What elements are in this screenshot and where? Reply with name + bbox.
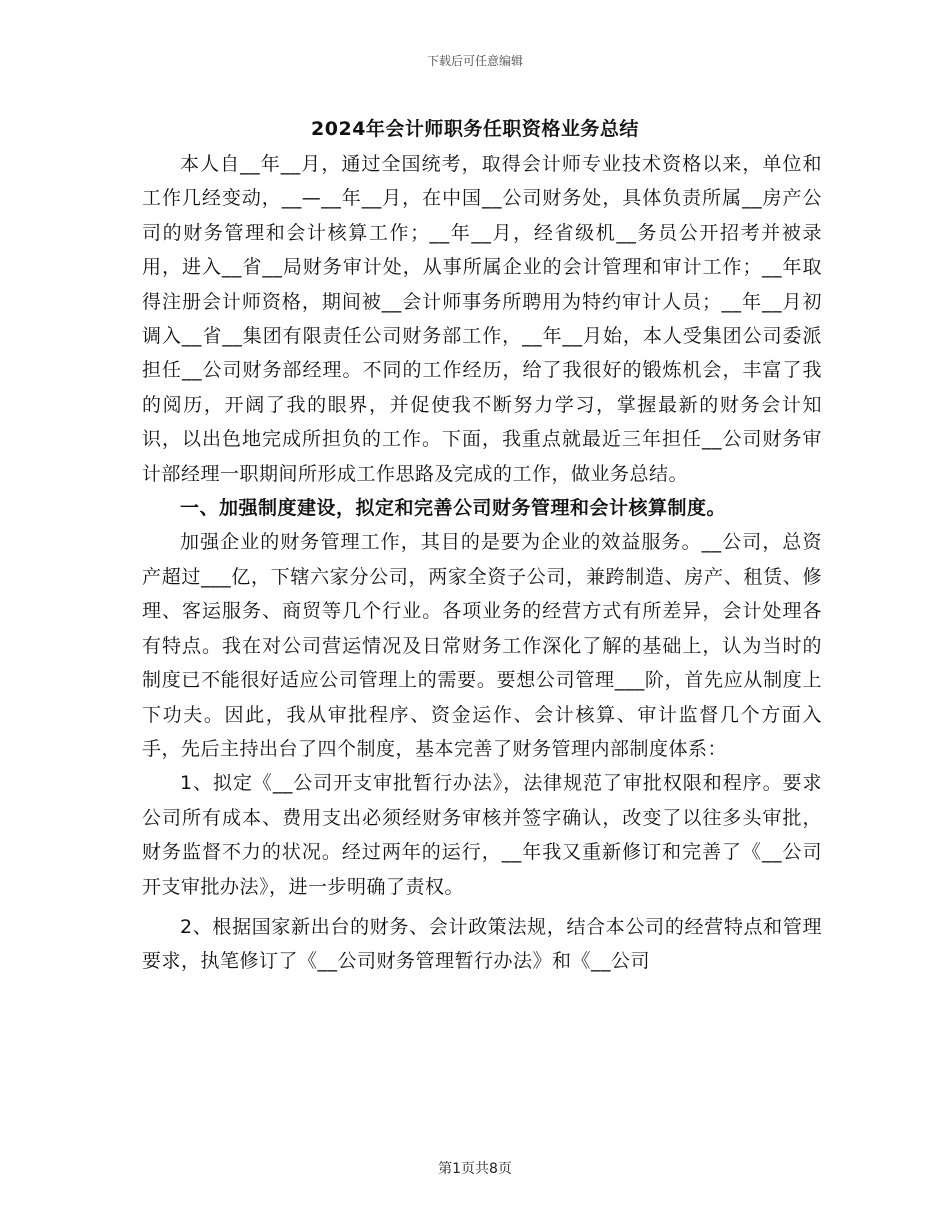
document-body — [142, 147, 822, 979]
header-note: 下载后可任意编辑 — [426, 54, 523, 68]
paragraph-intro: 本人自__年__月，通过全国统考，取得会计师专业技术资格以来，单位和工作几经变动，__—__年__月，在中国__公司财务处，具体负责所属__房产公司的财务管理和会计核算工作；__年__月，经省级机__务员公开招考并被录用，进入__省__局财务审计处，从事所属企业的会计管理和审计工作；__年取得注册会计师资格，期间被__会计师事务所聘用为特约审计人员；__年__月初调入__省__集团有限责任公司财务部工作，__年__月始，本人受集团公司委派担任__公司财务部经理。不同的工作经历，给了我很好的锻炼机会，丰富了我的阅历，开阔了我的眼界，并促使我不断努力学习，掌握最新的财务会计知识，以出色地完成所担负的工作。下面，我重点就最近三年担任__公司财务审计部经理一职期间所形成工作思路及完成的工作，做业务总结。 — [142, 153, 822, 485]
document-title: 2024年会计师职务任职资格业务总结 — [311, 118, 639, 140]
page-number: 第1页共8页 — [438, 1161, 512, 1177]
section-heading-1: 一、加强制度建设，拟定和完善公司财务管理和会计核算制度。 — [180, 497, 727, 520]
paragraph-section-1: 加强企业的财务管理工作，其目的是要为企业的效益服务。__公司，总资产超过___亿，下辖六家分公司，两家全资子公司，兼跨制造、房产、租赁、修理、客运服务、商贸等几个行业。各项业务的经营方式有所差异，会计处理各有特点。我在对公司营运情况及日常财务工作深化了解的基础上，认为当时的制度已不能很好适应公司管理上的需要。要想公司管理___阶，首先应从制度上下功夫。因此，我从审批程序、资金运作、会计核算、审计监督几个方面入手，先后主持出台了四个制度，基本完善了财务管理内部制度体系： — [142, 531, 822, 760]
paragraph-item-1: 1、拟定《__公司开支审批暂行办法》，法律规范了审批权限和程序。要求公司所有成本、费用支出必须经财务审核并签字确认，改变了以往多头审批，财务监督不力的状况。经过两年的运行，__年我又重新修订和完善了《__公司开支审批办法》，进一步明确了责权。 — [142, 772, 822, 898]
paragraph-item-2: 2、根据国家新出台的财务、会计政策法规，结合本公司的经营特点和管理要求，执笔修订了《__公司财务管理暂行办法》和《__公司 — [142, 915, 822, 973]
